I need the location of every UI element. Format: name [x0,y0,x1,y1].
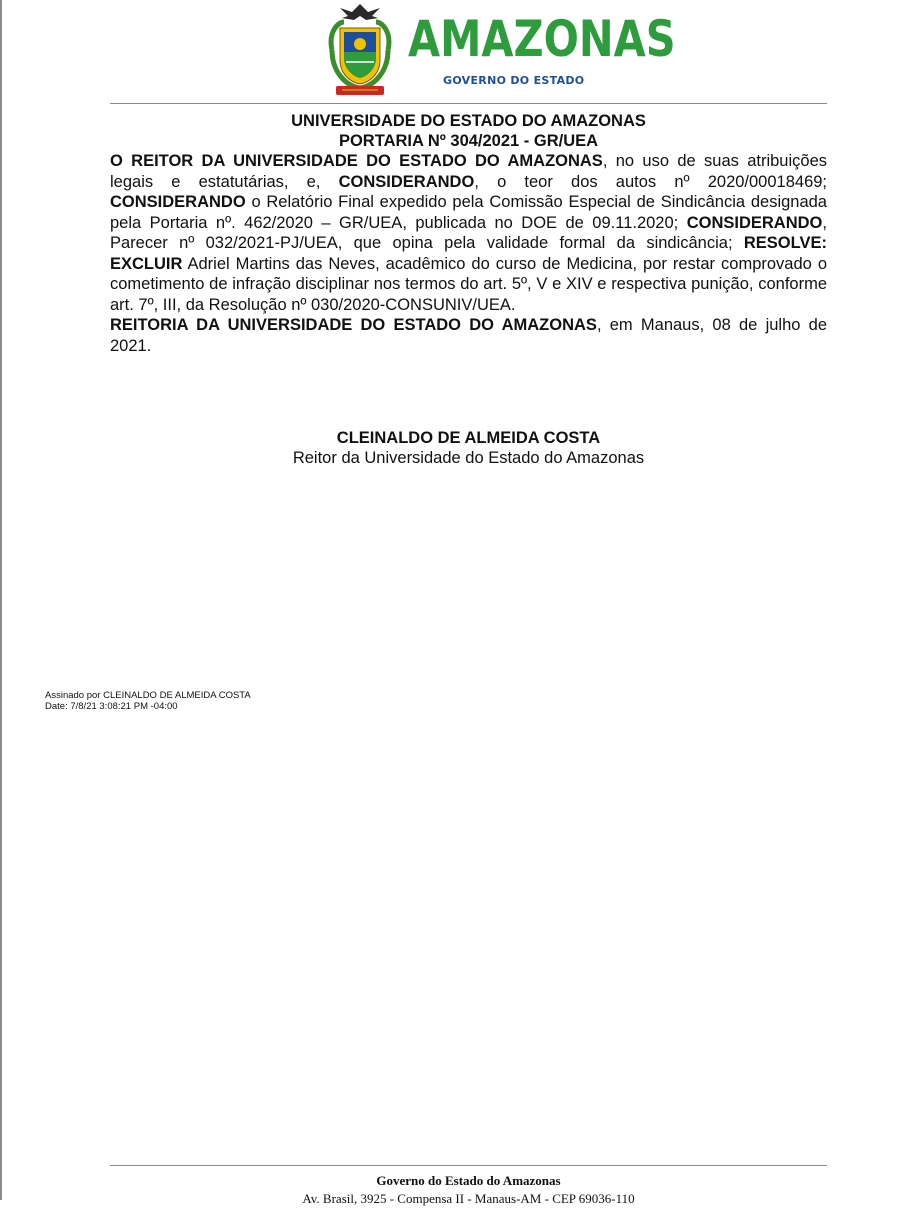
considering-keyword: CONSIDERANDO [110,193,246,211]
body-text: , Parecer nº 032/2021-PJ/UEA, que opina pela validade formal da sindicância; [110,213,827,252]
brand-subtitle: GOVERNO DO ESTADO [443,74,585,87]
closing-paragraph [110,315,827,356]
signer-name: CLEINALDO DE ALMEIDA COSTA [336,429,601,447]
document-body [110,151,827,356]
digital-signature-date: Date: 7/8/21 3:08:21 PM -04:00 [45,701,178,712]
body-text: Adriel Martins das Neves, acadêmico do curso de Medicina, por restar comprovado o cometimento de infração disciplinar nos termos do art. 5º, V e XIV e respectiva punição, conforme art. 7º, III, da Resolução nº 030/2020-CONSUNIV/UEA. [110,254,827,314]
footer-address: Av. Brasil, 3925 - Compensa II - Manaus-AM - CEP 69036-110 [302,1191,635,1206]
digital-signature-signer: Assinado por CLEINALDO DE ALMEIDA COSTA [45,690,251,701]
digital-signature-stamp [45,690,251,712]
body-text: , em Manaus, 08 de julho de 2021. [110,316,828,355]
letterhead [0,0,924,100]
portaria-number: PORTARIA Nº 304/2021 - GR/UEA [338,132,599,150]
considering-keyword: CONSIDERANDO [338,172,475,191]
institution-title: UNIVERSIDADE DO ESTADO DO AMAZONAS [291,112,646,130]
body-text: , no uso de suas atribuições legais e estatutárias, e, [110,152,828,191]
signer-role: Reitor da Universidade do Estado do Amazonas [292,449,645,467]
signature-block [110,428,827,468]
state-coat-of-arms-icon [322,2,398,98]
body-text: , o teor dos autos nº 2020/00018469; [474,172,828,191]
rector-opening: O REITOR DA UNIVERSIDADE DO ESTADO DO AMAZONAS [110,152,603,170]
page-left-edge [0,0,2,1200]
rectory-location: REITORIA DA UNIVERSIDADE DO ESTADO DO AMAZONAS [110,316,597,334]
resolve-keyword: RESOLVE: EXCLUIR [110,234,827,273]
footer-organization: Governo do Estado do Amazonas [376,1173,561,1188]
footer [110,1172,827,1208]
header-divider [110,103,827,104]
brand-title: AMAZONAS [408,10,676,68]
body-text: o Relatório Final expedido pela Comissão Especial de Sindicância designada pela Portaria nº. 462/2020 – GR/UEA, publicada no DOE de 09.11.2020; [110,193,827,232]
considering-keyword: CONSIDERANDO [686,213,823,232]
resolution-paragraph [110,151,827,315]
document-heading [110,111,827,151]
footer-divider [110,1165,827,1166]
